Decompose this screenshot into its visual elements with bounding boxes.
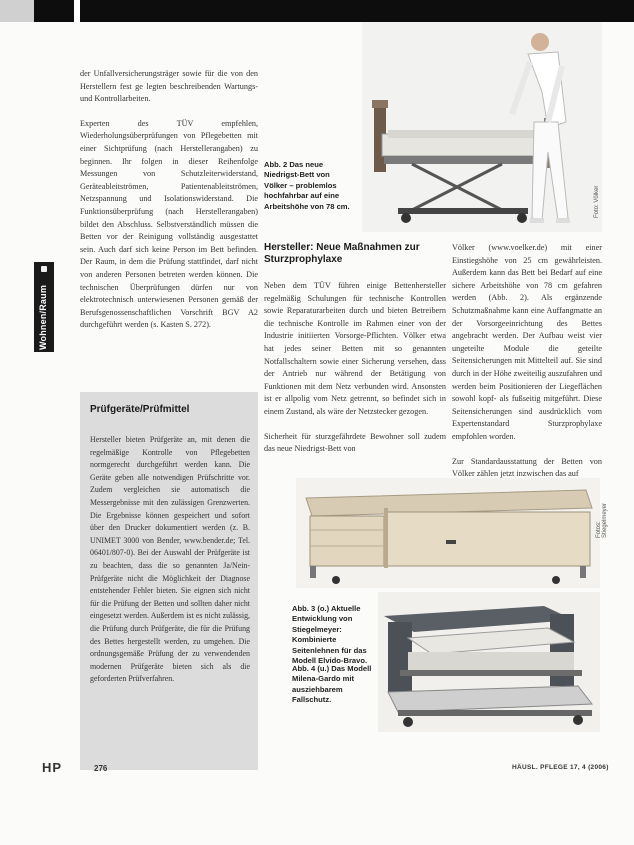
top-bar-notch xyxy=(74,0,80,22)
info-box-content xyxy=(90,404,250,686)
paragraph: Sicherheit für sturzgefährdete Bewohner soll zudem das neue Niedrigst-Bett von xyxy=(264,431,446,454)
section-heading-hersteller: Hersteller: Neue Maßnahmen zur Sturzprophylaxe xyxy=(264,242,420,265)
caption-figure-4: Abb. 4 (u.) Das Modell Milena-Gardo mit ausziehbarem Fallschutz. xyxy=(292,664,372,705)
photo-bed-pullout xyxy=(378,592,600,732)
top-bar xyxy=(34,0,634,22)
caption-figure-3: Abb. 3 (o.) Aktuelle Entwicklung von Stiegelmeyer: Kombinierte Seitenlehnen für das Modell Elvido-Bravo. xyxy=(292,604,368,666)
caption-figure-2: Abb. 2 Das neue Niedrigst-Bett von Völker – problemlos hochfahrbar auf eine Arbeitshöhe von 78 cm. xyxy=(264,160,350,211)
photo-credit-bottom: Fotos: Stiegelmeyer xyxy=(596,502,608,538)
paragraph: der Unfallversicherungsträger sowie für die von den Herstellern fest ge legten beschreibenden Wartungs- und Kontrollarbeiten. xyxy=(80,69,258,104)
side-tab-label: Wohnen/Raum xyxy=(38,284,48,350)
photo-wooden-bed-illustration xyxy=(296,478,600,588)
journal-reference: HÄUSL. PFLEGE 17, 4 (2006) xyxy=(512,764,609,771)
photo-nurse-with-bed xyxy=(362,22,602,232)
photo-nurse-with-bed-illustration xyxy=(362,22,602,232)
footer-logo: HP xyxy=(42,760,63,775)
paragraph: Experten des TÜV empfehlen, Wiederholungsüberprüfungen von Pflegebetten mit einer Sichtprüfung (nach Herstellerangaben) zu beginnen. Ihr folgen in dieser Reihenfolge Messungen von Schutzleiterwiderstand, Geräteableitströmen, Patientenableitströmen, Netzspannung und Isolationswiderstand. Die Funktionsüberprüfung (nach Herstellerangaben) bildet den Abschluss. Selbstverständlich müssen die Betten vor der Reinigung vollständig ausgestattet sein. Auch darf sich keine Person im Bett befinden. Der Raum, in dem die Prüfung stattfindet, darf nicht von anderen Personen betreten werden können. Die technischen Überprüfungen dürfen nur von elektrotechnisch unterwiesenen Personen gemäß der Berufsgenossenschaftlichen Vorschrift BGV A2 durchgeführt werden (s. Kasten S. 272). xyxy=(80,118,258,330)
paragraph: Völker (www.voelker.de) mit einer Einstiegshöhe von 25 cm gewährleisten. Außerdem kann das Bett bei Bedarf auf eine sichere Arbeitshöhe von 78 cm gefahren werden (Abb. 2). Als ergänzende Schutzmaßnahme kann eine Auffangmatte an der Vorsorgeeinrichtung des Bettes angebracht werden. Der Aufbau weist vier ungeteilte Module die geteilte Seitensicherungen mit Mittelteil auf. Sie sind durch in der Höhe zweiteilig auszufahren und werden beim Positionieren der Liegeflächen sowohl kopf- als fußseitig mitgeführt. Diese Seitensicherungen sind ausdrücklich vom Expertenstandard Sturzprophylaxe empfohlen worden. xyxy=(452,243,602,441)
column-right xyxy=(452,242,602,481)
photo-credit-top: Foto: Völker xyxy=(594,185,600,218)
paragraph: Zur Standardausstattung der Betten von Völker zählen jetzt inzwischen das auf xyxy=(452,456,602,479)
paragraph: Neben dem TÜV führen einige Bettenhersteller regelmäßig Schulungen für technische Kontrollen sowie Reparaturarbeiten durch und bieten Betreibern die technische Kontrolle im Rahmen einer von der Industrie initiierten Vorsorge-Pflichten. Völker etwa hat jedes seiner Betten mit so genannten Notfallschaltern sowie einer Sicherung versehen, dass der Antrieb nur während der Betätigung von Funktionen mit dem Netz verbunden wird. Ansonsten ist er allpolig vom Netz getrennt, so befindet sich in einem Zustand, als wäre der Netzstecker gezogen. xyxy=(264,281,446,416)
column-middle xyxy=(264,242,446,456)
photo-bed-pullout-illustration xyxy=(378,592,600,732)
info-box-text: Hersteller bieten Prüfgeräte an, mit denen die regelmäßige Kontrolle von Pflegebetten normgerecht durchgeführt werden kann. Die Geräte geben alle notwendigen Prüfschritte vor. Zudem vergleichen sie automatisch die Messergebnisse mit den zulässigen Grenzwerten. Die Ergebnisse können gespeichert und sofort über den Drucker dokumentiert werden (z. B. UNIMET 3000 von Bender, www.bender.de; Tel. 06401/807-0). Bei der Auswahl der Prüfgeräte ist zu beachten, dass die so genannten Ja/Nein-Prüfgeräte nicht die Möglichkeit der Diagnose entstehender Fehler bieten. Sie eignen sich nicht für die Prüfung der Betten und sollten daher nicht eingesetzt werden. Außerdem ist es nicht zulässig, die Prüfung durch Prüfgeräte, die für die Prüfung des Bettes hergestellt werden, zu umgehen. Die ordnungsgemäße Prüfung der zu verwendenden modernen Prüfgeräte bieten sich als die geforderten Prüfverfahren. xyxy=(90,435,250,684)
info-box-heading: Prüfgeräte/Prüfmittel xyxy=(90,404,190,415)
column-left xyxy=(80,68,258,344)
page-number: 276 xyxy=(94,764,108,773)
photo-wooden-bed xyxy=(296,478,600,588)
top-bar-left xyxy=(0,0,34,22)
